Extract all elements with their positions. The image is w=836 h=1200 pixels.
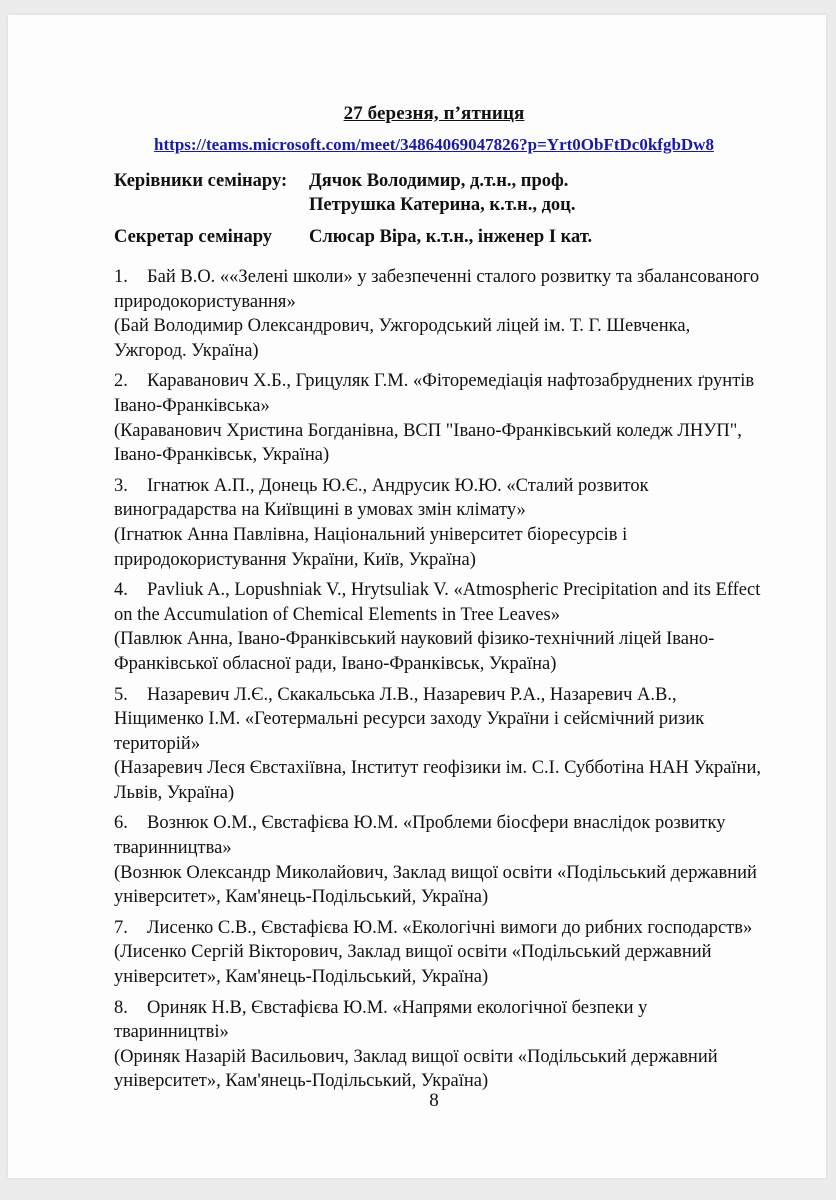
talk-affiliation: (Вознюк Олександр Миколайович, Заклад вищої освіти «Подільський державний університет», Кам'янець-Подільський, Україна): [114, 862, 757, 908]
talk-item: [114, 265, 764, 363]
talk-number: 2.: [114, 371, 128, 392]
talk-item: [114, 996, 764, 1094]
talk-title: Лисенко С.В., Євстафієва Ю.М. «Екологічні вимоги до рибних господарств»: [147, 917, 753, 938]
talk-affiliation: (Караванович Христина Богданівна, ВСП "Івано-Франківський коледж ЛНУП", Івано-Франківськ, Україна): [114, 420, 742, 466]
talk-number: 4.: [114, 580, 128, 601]
talk-affiliation: (Бай Володимир Олександрович, Ужгородський ліцей ім. Т. Г. Шевченка, Ужгород. Україна): [114, 316, 691, 361]
talk-affiliation: (Ориняк Назарій Васильович, Заклад вищої освіти «Подільський державний університет», Кам'янець-Подільський, Україна): [114, 1046, 718, 1092]
talk-title: Караванович Х.Б., Грицуляк Г.М. «Фіторемедіація нафтозабруднених ґрунтів Івано-Франківська»: [114, 371, 755, 416]
seminar-leaders-label: Керівники семінару:: [114, 171, 288, 191]
talk-title: Pavliuk A., Lopushniak V., Hrytsuliak V. «Atmospheric Precipitation and its Effect on the Accumulation of Chemical Elements in Tree Leaves»: [114, 580, 761, 625]
seminar-leader: Дячок Володимир, д.т.н., проф.: [309, 171, 569, 191]
talk-number: 6.: [114, 813, 128, 834]
talk-title: Назаревич Л.Є., Скакальська Л.В., Назаревич Р.А., Назаревич А.В., Ніщименко І.М. «Геотермальні ресурси заходу України і сейсмічний ризик територій»: [114, 684, 705, 754]
talk-title: Ігнатюк А.П., Донець Ю.Є., Андрусик Ю.Ю. «Сталий розвиток виноградарства на Київщині в умовах змін клімату»: [114, 475, 649, 521]
talk-affiliation: (Ігнатюк Анна Павлівна, Національний університет біоресурсів і природокористування України, Київ, Україна): [114, 524, 628, 570]
talk-number: 7.: [114, 917, 128, 938]
talks-list: [114, 265, 764, 1100]
talk-number: 3.: [114, 475, 128, 496]
talk-number: 5.: [114, 684, 128, 705]
talk-item: [114, 474, 764, 572]
talk-number: 1.: [114, 267, 128, 287]
talk-item: [114, 369, 764, 467]
seminar-leaders-list: [309, 169, 575, 217]
seminar-leader: Петрушка Катерина, к.т.н., доц.: [309, 195, 576, 215]
talk-item: [114, 578, 764, 676]
talk-affiliation: (Назаревич Леся Євстахіївна, Інститут геофізики ім. С.І. Субботіна НАН України, Львів, Україна): [114, 758, 761, 803]
talk-title: Бай В.О. ««Зелені школи» у забезпеченні сталого розвитку та збалансованого природокористування»: [114, 267, 760, 312]
talk-item: [114, 811, 764, 909]
talk-title: Вознюк О.М., Євстафієва Ю.М. «Проблеми біосфери внаслідок розвитку тваринництва»: [114, 813, 726, 859]
talk-number: 8.: [114, 997, 128, 1018]
talk-title: Ориняк Н.В, Євстафієва Ю.М. «Напрями екологічної безпеки у тваринництві»: [114, 997, 648, 1043]
seminar-secretary-label: Секретар семінару: [114, 227, 273, 247]
talk-item: [114, 916, 764, 990]
talk-item: [114, 683, 764, 806]
seminar-secretary-value: Слюсар Віра, к.т.н., інженер І кат.: [309, 227, 593, 247]
date-heading: 27 березня, п’ятниця: [343, 103, 525, 124]
talk-affiliation: (Лисенко Сергій Вікторович, Заклад вищої освіти «Подільський державний університет», Кам'янець-Подільський, Україна): [114, 942, 712, 988]
talk-affiliation: (Павлюк Анна, Івано-Франківський науковий фізико-технічний ліцей Івано-Франківської обласної ради, Івано-Франківськ, Україна): [114, 629, 715, 674]
page-number: 8: [429, 1090, 439, 1111]
document-page: [8, 15, 826, 1178]
teams-meeting-link[interactable]: https://teams.microsoft.com/meet/34864069047826?p=Yrt0ObFtDc0kfgbDw8: [154, 135, 714, 154]
